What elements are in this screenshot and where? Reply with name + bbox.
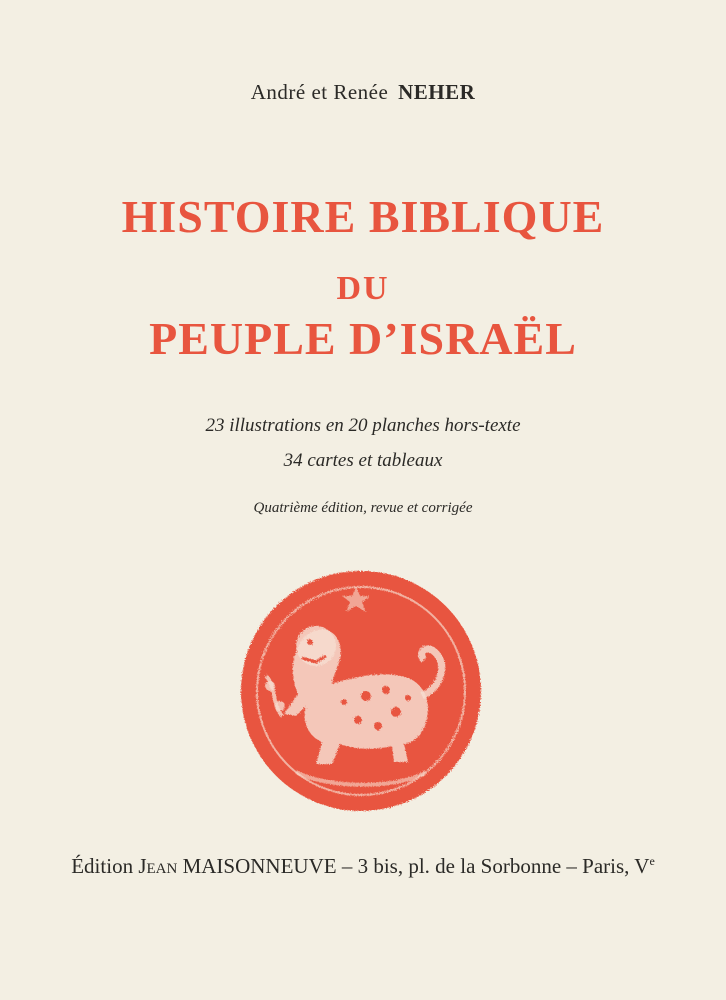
book-title-line-2: DU <box>336 270 390 307</box>
subtitle-maps: 34 cartes et tableaux <box>283 450 443 471</box>
authors-given-names: André et Renée <box>250 80 389 104</box>
subtitle-illustrations: 23 illustrations en 20 planches hors-texte <box>205 415 521 436</box>
book-title-line-3: PEUPLE D’ISRAËL <box>149 313 577 364</box>
publisher-house-first: Jean <box>138 854 178 878</box>
publisher-house-last: MAISONNEUVE <box>182 854 337 878</box>
lion-seal-icon <box>236 566 486 816</box>
authors-line <box>0 80 726 105</box>
edition-note: Quatrième édition, revue et corrigée <box>253 500 473 516</box>
book-title-line-1: HISTOIRE BIBLIQUE <box>121 191 605 242</box>
authors-surname: NEHER <box>398 80 476 104</box>
publisher-prefix: Édition <box>71 854 134 878</box>
publisher-address-sup: e <box>649 854 655 868</box>
publisher-address: – 3 bis, pl. de la Sorbonne – Paris, V <box>341 854 650 878</box>
publisher-line <box>0 854 726 879</box>
